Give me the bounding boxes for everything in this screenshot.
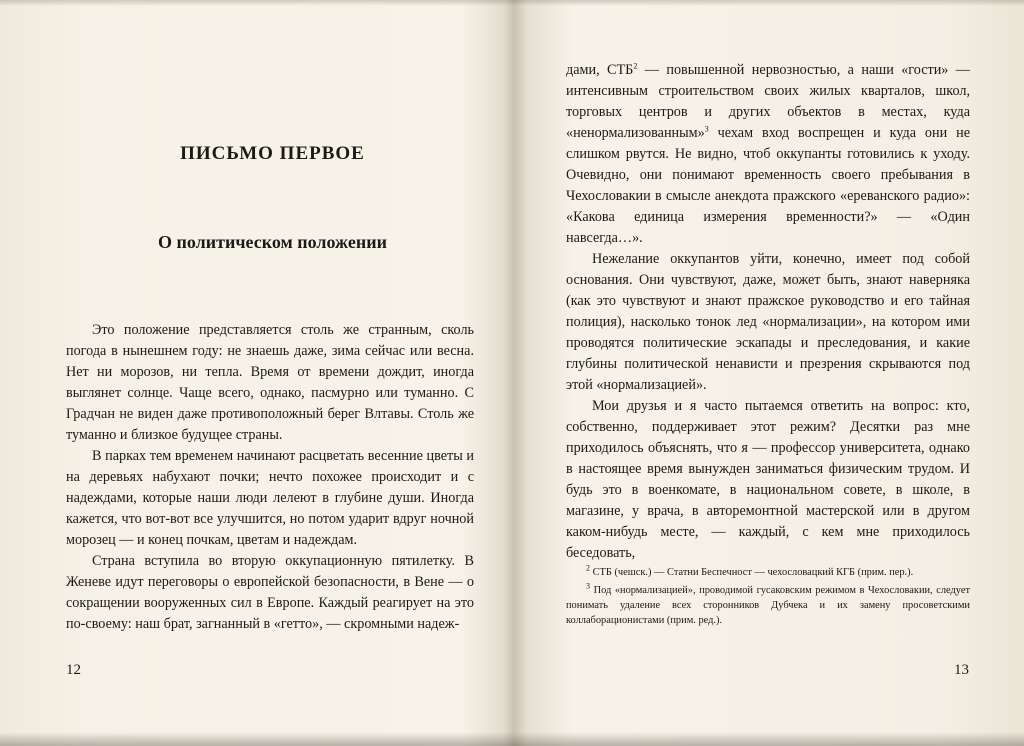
page-number: 12 xyxy=(66,662,81,678)
footnote-ref: 3 xyxy=(704,124,709,134)
paragraph: В парках тем временем начинают расцветать весенние цветы и на деревьях набухают почки; нечто похожее происходит и с надеждами, которые наши люди лелеют в глубине души. Иногда кажется, что вот-вот все улучшится, но потом ударит вдруг ночной морозец — и конец почкам, цветам и надеждам. xyxy=(66,448,474,548)
footnote-text: Под «нормализацией», проводимой гусаковским режимом в Чехословакии, следует понимать удаление всех сторонников Дубчека и их замену просоветскими коллаборационистами (прим. ред.). xyxy=(566,585,970,626)
page-bottom-shadow xyxy=(0,732,1024,746)
footnote-text: СТБ (чешск.) — Статни Беспечност — чехословацкий КГБ (прим. пер.). xyxy=(590,567,914,578)
footnote-ref: 2 xyxy=(633,61,638,71)
paragraph: Мои друзья и я часто пытаемся ответить на вопрос: кто, собственно, поддерживает этот режим? Десятки раз мне приходилось объяснять, что я — профессор университета, однако в настоящее время вынужден заниматься физическим трудом. И будь это в военкомате, в национальном совете, в школе, в магазине, у врача, в авторемонтной мастерской или в другом каком-нибудь месте, — каждый, с кем мне приходилось беседовать, xyxy=(566,398,970,561)
right-page xyxy=(512,0,1024,746)
paragraph: Нежелание оккупантов уйти, конечно, имеет под собой основания. Они чувствуют, даже, может быть, знают наверняка (как это чувствуют и знают пражское руководство и его тайная полиция), насколько тонок лед «нормализации», на котором ими проводятся политические эскапады и преследования, и какие глубины политической ненависти и презрения скрываются под этой «нормализацией». xyxy=(566,251,970,393)
footnote xyxy=(566,583,970,628)
paragraph-text: чехам вход воспрещен и куда они не слишком рвутся. Не видно, чтоб оккупанты готовились к уходу. Очевидно, они понимают временность своего пребывания в Чехословакии в смысле анекдота пражского «ереванского радио»: «Какова единица измерения временности?» — «Один навсегда…». xyxy=(566,125,970,246)
chapter-title: ПИСЬМО ПЕРВОЕ xyxy=(180,143,365,164)
paragraph: Это положение представляется столь же странным, сколь погода в нынешнем году: не знаешь даже, зима сейчас или весна. Нет ни морозов, ни тепла. Время от времени дождит, иногда выглянет солнце. Чаще всего, однако, пасмурно или туманно. С Градчан не виден даже противоположный берег Влтавы. Столь же туманно и близкое будущее страны. xyxy=(66,322,474,443)
footnote-mark: 3 xyxy=(586,581,590,591)
paragraph-text: — повышенной нервозностью, а наши «гости» — интенсивным строительством своих жилых кварталов, школ, торговых центров и других объектов в местах, куда «ненормализованным» xyxy=(566,62,970,141)
left-page-body xyxy=(66,320,474,635)
footnote xyxy=(566,565,970,580)
footnote-mark: 2 xyxy=(586,563,590,573)
paragraph-text: дами, СТБ xyxy=(566,62,634,78)
page-number: 13 xyxy=(954,662,969,678)
chapter-subtitle: О политическом положении xyxy=(158,232,387,252)
footnotes xyxy=(566,565,970,631)
paragraph xyxy=(566,60,970,249)
paragraph: Страна вступила во вторую оккупационную пятилетку. В Женеве идут переговоры о европейской безопасности, в Вене — о сокращении вооруженных сил в Европе. Каждый реагирует на это по-своему: наш брат, загнанный в «гетто», — скромными надеж- xyxy=(66,553,474,632)
right-page-body xyxy=(566,60,970,564)
